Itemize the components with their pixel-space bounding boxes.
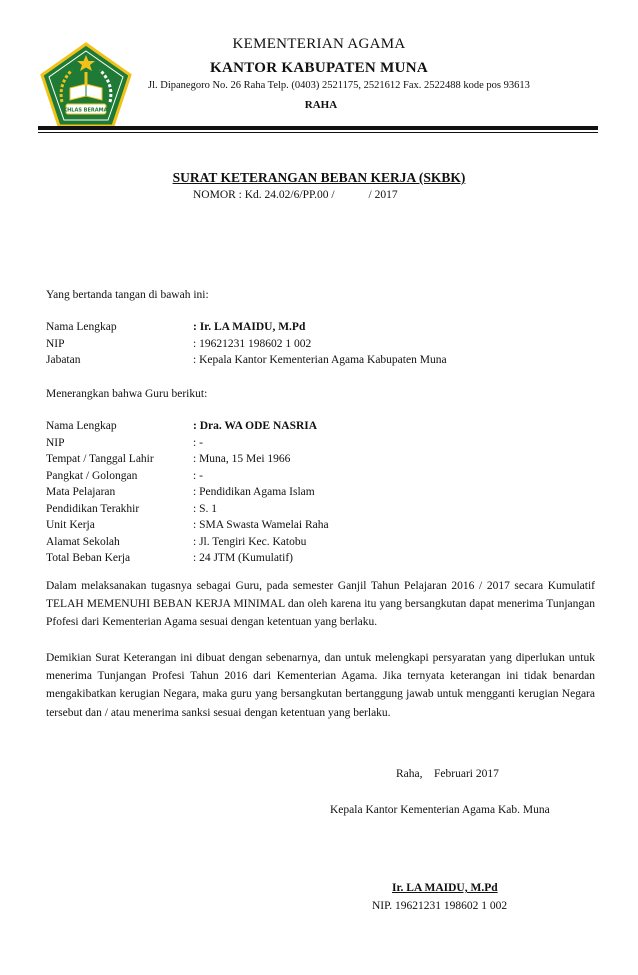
teacher-field-value: : S. 1 [193,502,217,515]
signer-field-label: NIP [46,337,65,350]
header-divider-thin [38,132,598,133]
signer-field-label: Nama Lengkap [46,321,117,333]
header-office: KANTOR KABUPATEN MUNA [210,60,428,76]
teacher-field-label: Mata Pelajaran [46,486,116,498]
teacher-field-value: : - [193,469,203,482]
paragraph-closing: Demikian Surat Keterangan ini dibuat dengan sebenarnya, dan untuk melengkapi persyaratan yang diperlukan untuk menerima Tunjangan Profesi Tahun 2016 dari Kementerian Agama. Jika ternyata keterangan ini tidak benardan mengakibatkan kerugian Negara, maka guru yang bersangkutan bertanggung jawab untuk mengganti kerugian Negara tersebut dan / atau menerima sanksi sesuai dengan ketentuan yang berlaku. [46,652,595,719]
teacher-field-value: : 24 JTM (Kumulatif) [193,552,293,564]
teacher-field-label: Total Beban Kerja [46,552,131,564]
teacher-field-label: NIP [46,436,65,449]
document-number-year: / 2017 [368,189,398,201]
signature-nip: NIP. 19621231 198602 1 002 [372,900,508,912]
teacher-field-label: Tempat / Tanggal Lahir [46,453,154,465]
signature-name: Ir. LA MAIDU, M.Pd [392,882,498,894]
signature-place-date: Raha, Februari 2017 [396,768,499,780]
logo-motto: IKHLAS BERAMAL [61,107,111,114]
header-ministry: KEMENTERIAN AGAMA [232,36,406,52]
header-address: Jl. Dipanegoro No. 26 Raha Telp. (0403) 2521175, 2521612 Fax. 2522488 kode pos 93613 [148,80,530,91]
paragraph-statement: Dalam melaksanakan tugasnya sebagai Guru, pada semester Ganjil Tahun Pelajaran 2016 / 2017 secara Kumulatif TELAH MEMENUHI BEBAN KERJA MINIMAL dan oleh karena itu yang bersangkutan dapat menerima Tunjangan Pfofesi dari Kementerian Agama sesuai dengan ketentuan yang berlaku. [46,580,595,629]
teacher-field-value: : - [193,436,203,449]
teacher-field-value: : Pendidikan Agama Islam [193,486,315,498]
document-number-prefix: NOMOR : Kd. 24.02/6/PP.00 / [193,189,335,201]
teacher-field-value: : Dra. WA ODE NASRIA [193,420,318,432]
signature-office: Kepala Kantor Kementerian Agama Kab. Muna [330,804,550,816]
teacher-field-label: Nama Lengkap [46,420,117,432]
signer-field-value: : 19621231 198602 1 002 [193,337,312,350]
teacher-field-label: Alamat Sekolah [46,535,120,548]
kemenag-logo [40,42,132,128]
signer-field-label: Jabatan [46,354,81,366]
teacher-field-value: : Muna, 15 Mei 1966 [193,453,291,465]
signer-field-value: : Kepala Kantor Kementerian Agama Kabupaten Muna [193,354,447,366]
teacher-field-value: : Jl. Tengiri Kec. Katobu [193,535,307,548]
teacher-field-label: Pendidikan Terakhir [46,502,140,515]
teacher-field-label: Unit Kerja [46,519,95,531]
header-city: RAHA [304,99,338,111]
signer-field-value: : Ir. LA MAIDU, M.Pd [193,321,306,333]
teacher-field-label: Pangkat / Golongan [46,469,138,482]
header-divider-thick [38,126,598,130]
document-number [193,189,398,201]
signer-intro: Yang bertanda tangan di bawah ini: [46,289,209,301]
teacher-intro: Menerangkan bahwa Guru berikut: [46,388,208,400]
document-title: SURAT KETERANGAN BEBAN KERJA (SKBK) [172,170,466,185]
teacher-field-value: : SMA Swasta Wamelai Raha [193,519,329,531]
